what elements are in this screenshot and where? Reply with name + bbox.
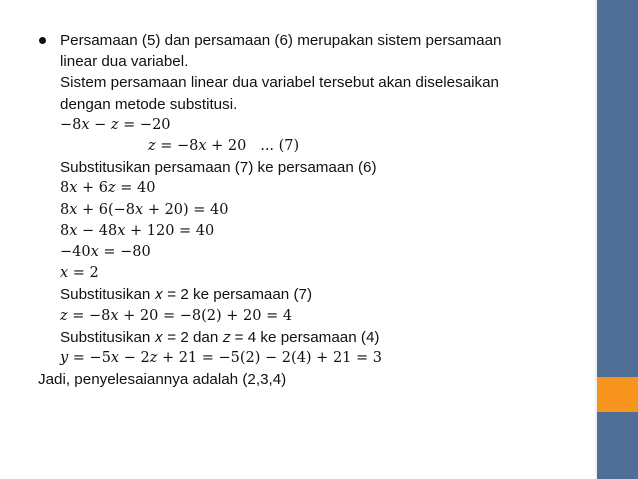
- equation-line: 8𝑥 + 6𝑧 = 40: [60, 180, 156, 197]
- sidebar-divider: [595, 0, 597, 479]
- text-line: Sistem persamaan linear dua variabel tersebut akan diselesaikan: [60, 74, 499, 92]
- equation-line: −40𝑥 = −80: [60, 244, 151, 261]
- equation-line: 𝑥 = 2: [60, 265, 99, 282]
- equation-line: 8𝑥 − 48𝑥 + 120 = 40: [60, 222, 215, 239]
- equation-line: 𝑧 = −8𝑥 + 20 = −8(2) + 20 = 4: [60, 307, 293, 324]
- equation-line: 8𝑥 + 6(−8𝑥 + 20) = 40: [60, 201, 229, 218]
- text-line: linear dua variabel.: [60, 53, 189, 71]
- bullet-dot-icon: [39, 37, 46, 44]
- equation-line: 𝑧 = −8𝑥 + 20 ... (7): [148, 138, 300, 155]
- sidebar-band-bottom: [595, 412, 638, 479]
- text-line: Substitusikan 𝑥 = 2 ke persamaan (7): [60, 286, 313, 304]
- text-line: Substitusikan 𝑥 = 2 dan 𝑧 = 4 ke persamaan (4): [60, 328, 380, 346]
- text-line: Persamaan (5) dan persamaan (6) merupakan sistem persamaan: [60, 32, 502, 49]
- sidebar-accent-block: [595, 377, 638, 412]
- text-line: dengan metode substitusi.: [60, 95, 238, 113]
- equation-line: 𝑦 = −5𝑥 − 2𝑧 + 21 = −5(2) − 2(4) + 21 = 3: [60, 350, 382, 367]
- bullet-item: [38, 30, 586, 369]
- text-line: Substitusikan persamaan (7) ke persamaan (6): [60, 159, 377, 177]
- sidebar-band-top: [595, 0, 638, 377]
- slide-sidebar: [595, 0, 638, 479]
- conclusion-text: Jadi, penyelesaiannya adalah (2,3,4): [38, 371, 287, 389]
- equation-line: −8𝑥 − 𝑧 = −20: [60, 116, 171, 133]
- slide-content: [38, 30, 586, 390]
